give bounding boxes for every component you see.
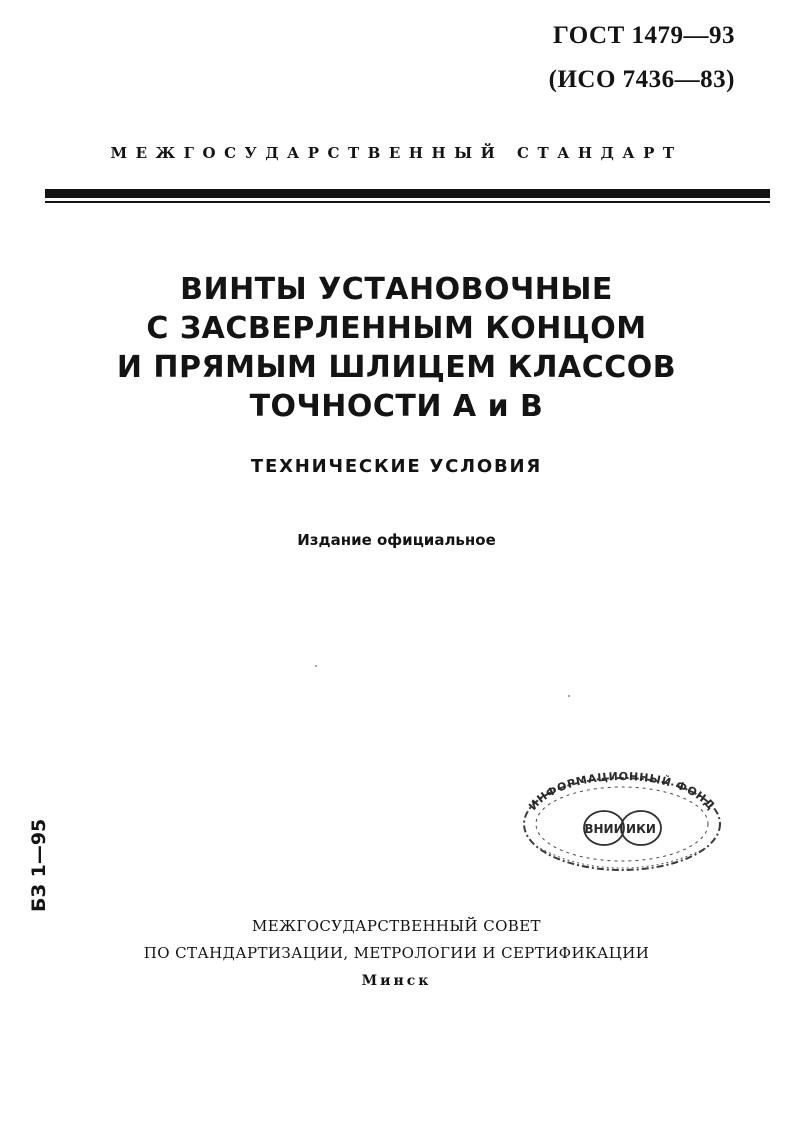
document-subtitle: ТЕХНИЧЕСКИЕ УСЛОВИЯ [250,456,543,477]
scan-speck [315,665,317,667]
gost-number: ГОСТ 1479—93 [552,22,735,49]
stamp-inner-right: ИКИ [626,822,656,836]
header-rule-thin [45,201,770,203]
stamp-outer-text: ИНФОРМАЦИОННЫЙ ФОНД [526,769,718,813]
publisher-city: Минск [361,973,432,989]
stamp-icon [516,768,728,876]
title-line: ВИНТЫ УСТАНОВОЧНЫЕ [180,272,613,307]
svg-text:ИНФОРМАЦИОННЫЙ ФОНД [526,770,717,813]
document-title [0,270,793,426]
edition-note: Издание официальное [297,531,496,549]
standard-kind-heading: МЕЖГОСУДАРСТВЕННЫЙ СТАНДАРТ [110,144,683,162]
header-rule-thick [45,189,770,198]
title-line: С ЗАСВЕРЛЕННЫМ КОНЦОМ [146,311,647,346]
publisher-block [0,913,793,996]
title-line: И ПРЯМЫМ ШЛИЦЕМ КЛАССОВ [116,350,677,385]
publisher-line: МЕЖГОСУДАРСТВЕННЫЙ СОВЕТ [252,917,541,935]
catalog-code: БЗ 1—95 [28,818,50,912]
scan-speck [568,695,570,697]
iso-number: (ИСО 7436—83) [548,66,735,93]
library-stamp [516,768,728,876]
publisher-line: ПО СТАНДАРТИЗАЦИИ, МЕТРОЛОГИИ И СЕРТИФИКАЦИИ [143,944,650,962]
stamp-inner-left: ВНИИ [584,822,624,836]
title-line: ТОЧНОСТИ А и В [249,389,544,424]
